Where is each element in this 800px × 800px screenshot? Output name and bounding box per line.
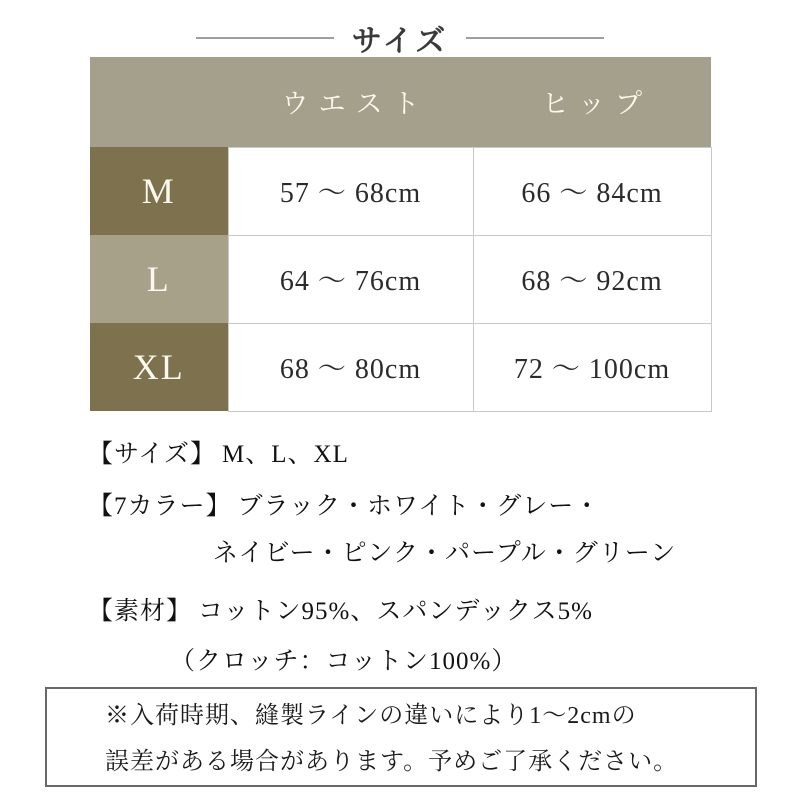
detail-material-value2: （クロッチ：コットン100%） [170, 647, 518, 675]
hip-value-xl: 72 〜 100cm [473, 323, 711, 411]
product-details [88, 438, 800, 679]
hip-value-l: 68 〜 92cm [473, 235, 711, 323]
table-row [90, 147, 711, 235]
waist-value-l: 64 〜 76cm [228, 235, 473, 323]
size-table-header-row [90, 57, 711, 147]
waist-value-m: 57 〜 68cm [228, 147, 473, 235]
detail-size-label: 【サイズ】 [88, 440, 217, 468]
table-row [90, 235, 711, 323]
size-label-xl: XL [90, 323, 228, 411]
disclaimer-line2: 誤差がある場合があります。予めご了承ください。 [105, 749, 679, 775]
title-divider-left [196, 37, 334, 39]
detail-material-label: 【素材】 [88, 597, 193, 625]
detail-color-label: 【7カラー】 [88, 492, 232, 520]
detail-material-line1 [88, 595, 800, 629]
detail-size-line [88, 438, 800, 472]
disclaimer-line1: ※入荷時期、縫製ラインの違いにより1〜2cmの [105, 703, 637, 729]
header-cell-waist: ウエスト [228, 57, 473, 147]
detail-color-line1 [88, 490, 800, 524]
page-title-row [0, 20, 800, 56]
detail-color-value1: ブラック・ホワイト・グレー・ [237, 492, 601, 520]
detail-color-line2 [213, 537, 800, 571]
detail-material-line2 [170, 645, 800, 679]
size-label-l: L [90, 235, 228, 323]
table-row [90, 323, 711, 411]
detail-material-value1: コットン95%、スパンデックス5% [198, 597, 593, 625]
detail-color-value2: ネイビー・ピンク・パープル・グリーン [213, 539, 677, 567]
waist-value-xl: 68 〜 80cm [228, 323, 473, 411]
title-divider-right [466, 37, 604, 39]
header-cell-hip: ヒップ [473, 57, 711, 147]
header-cell-empty [90, 57, 228, 147]
size-table [90, 57, 712, 412]
disclaimer-box [45, 687, 757, 787]
size-label-m: M [90, 147, 228, 235]
hip-value-m: 66 〜 84cm [473, 147, 711, 235]
page-title: サイズ [351, 25, 449, 58]
detail-size-value: M、L、XL [222, 440, 349, 468]
